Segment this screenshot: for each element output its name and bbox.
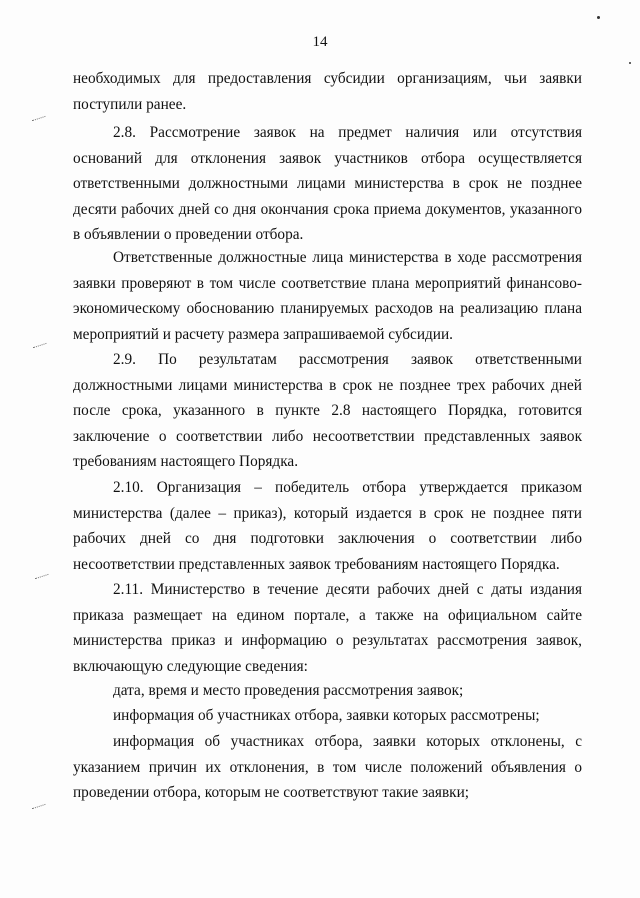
scan-speck bbox=[629, 62, 631, 64]
list-item-participants-rejected: информация об участниках отбора, заявки которых отклонены, с указанием причин их отклонения, в том числе положений объявления о проведении отбора, которым не соответствуют такие заявки; bbox=[73, 733, 582, 802]
list-item-participants-reviewed: информация об участниках отбора, заявки которых рассмотрены; bbox=[113, 707, 540, 724]
list-item-date-time-place: дата, время и место проведения рассмотрения заявок; bbox=[113, 682, 464, 699]
margin-mark bbox=[35, 574, 49, 581]
margin-mark bbox=[32, 804, 46, 811]
paragraph-2-8-responsible: Ответственные должностные лица министерства в ходе рассмотрения заявки проверяют в том числе соответствие плана мероприятий финансово-экономическому обоснованию планируемых расходов на реализацию плана мероприятий и расчету размера запрашиваемой субсидии. bbox=[73, 249, 582, 343]
paragraph-2-11: 2.11. Министерство в течение десяти рабочих дней с даты издания приказа размещает на едином портале, а также на официальном сайте министерства приказ и информацию о результатах рассмотрения заявок, включающую следующие сведения: bbox=[73, 581, 582, 675]
paragraph-continuation: необходимых для предоставления субсидии организациям, чьи заявки поступили ранее. bbox=[73, 70, 582, 113]
paragraph-2-8: 2.8. Рассмотрение заявок на предмет наличия или отсутствия оснований для отклонения заявок участников отбора осуществляется ответственными должностными лицами министерства в срок не позднее десяти рабочих дней со дня окончания срока приема документов, указанного в объявлении о проведении отбора. bbox=[73, 124, 582, 244]
page-number: 14 bbox=[312, 34, 328, 50]
scan-speck bbox=[597, 16, 600, 19]
margin-mark bbox=[33, 343, 47, 350]
margin-mark bbox=[32, 116, 46, 123]
paragraph-2-9: 2.9. По результатам рассмотрения заявок ответственными должностными лицами министерства в срок не позднее трех рабочих дней после срока, указанного в пункте 2.8 настоящего Порядка, готовится заключение о соответствии либо несоответствии представленных заявок требованиям настоящего Порядка. bbox=[73, 351, 582, 471]
paragraph-2-10: 2.10. Организация – победитель отбора утверждается приказом министерства (далее – приказ), который издается в срок не позднее пяти рабочих дней со дня подготовки заключения о соответствии либо несоответствии представленных заявок требованиям настоящего Порядка. bbox=[73, 479, 582, 573]
